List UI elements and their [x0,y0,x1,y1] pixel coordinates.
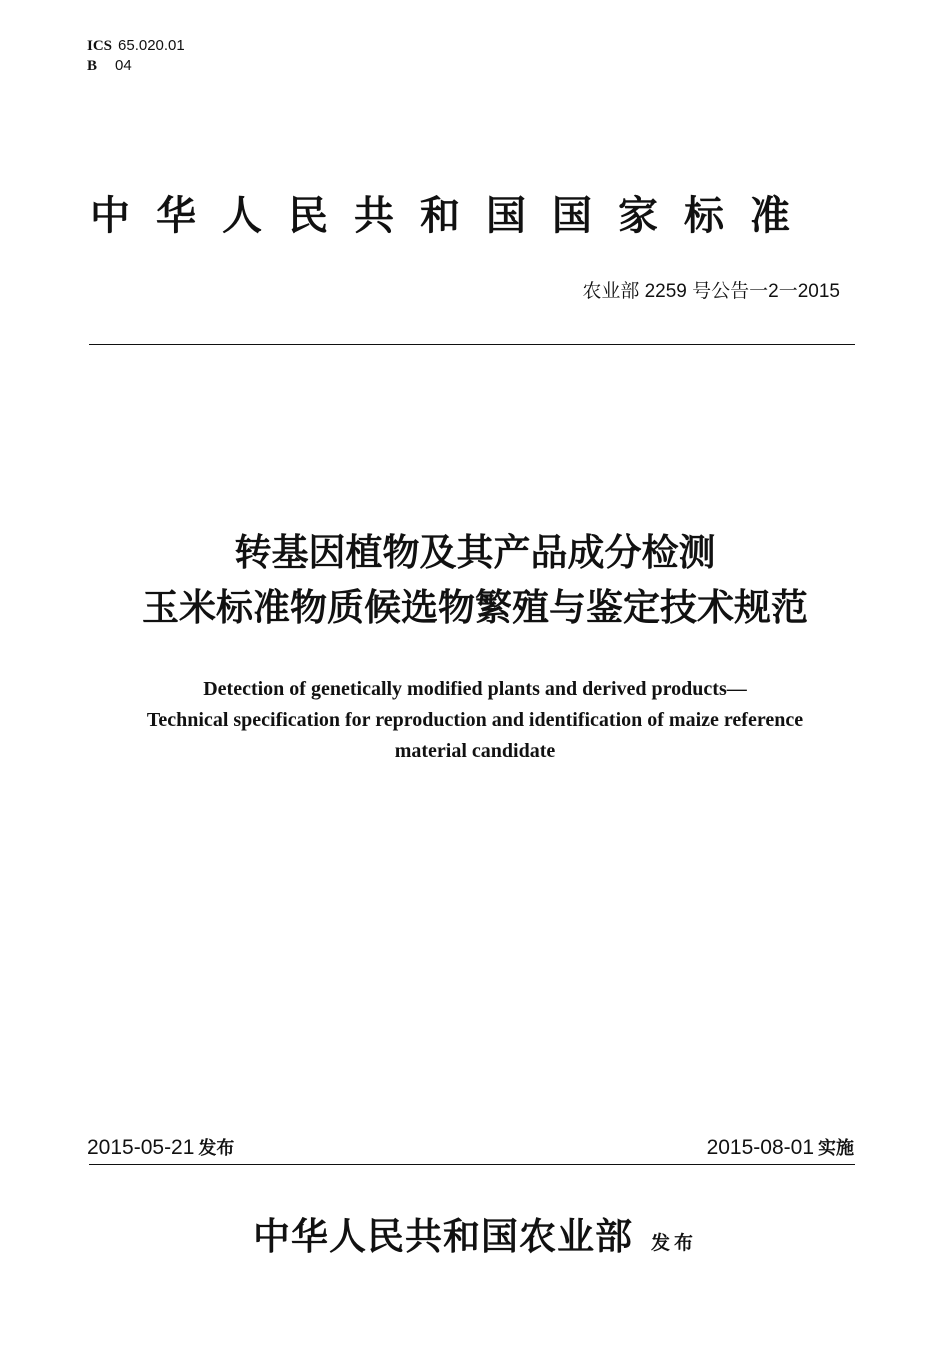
english-title [60,674,890,767]
publisher-name: 中华人民共和国农业部 [252,1214,633,1258]
english-title-line-1: Detection of genetically modified plants and derived products— [203,678,747,700]
chinese-title-line-2: 玉米标准物质候选物繁殖与鉴定技术规范 [142,586,808,629]
issue-label: 发布 [198,1138,235,1159]
ics-code [87,36,185,56]
ccs-label: B [87,58,98,74]
chinese-title-line-1: 转基因植物及其产品成分检测 [234,531,716,574]
standard-number: 农业部 2259 号公告一2一2015 [582,281,840,302]
ccs-value: 04 [115,57,132,74]
implement-label: 实施 [818,1138,854,1159]
ics-label: ICS [87,38,113,54]
classification-block [87,36,185,76]
ccs-code [87,56,185,76]
header-divider [89,344,855,345]
ics-value: 65.020.01 [118,37,185,54]
footer-divider [89,1164,855,1165]
publisher-block [0,1206,950,1260]
english-title-line-3: material candidate [394,740,556,762]
national-standard-heading: 中华人民共和国国家标准 [90,193,816,239]
issue-date: 2015-05-21 [87,1136,195,1159]
chinese-title [0,525,950,635]
english-title-line-2: Technical specification for reproduction and identification of maize reference [146,709,804,731]
implement-date-block [707,1134,854,1160]
issue-date-block [87,1134,234,1160]
publisher-action: 发布 [650,1232,697,1254]
implement-date: 2015-08-01 [706,1136,814,1159]
